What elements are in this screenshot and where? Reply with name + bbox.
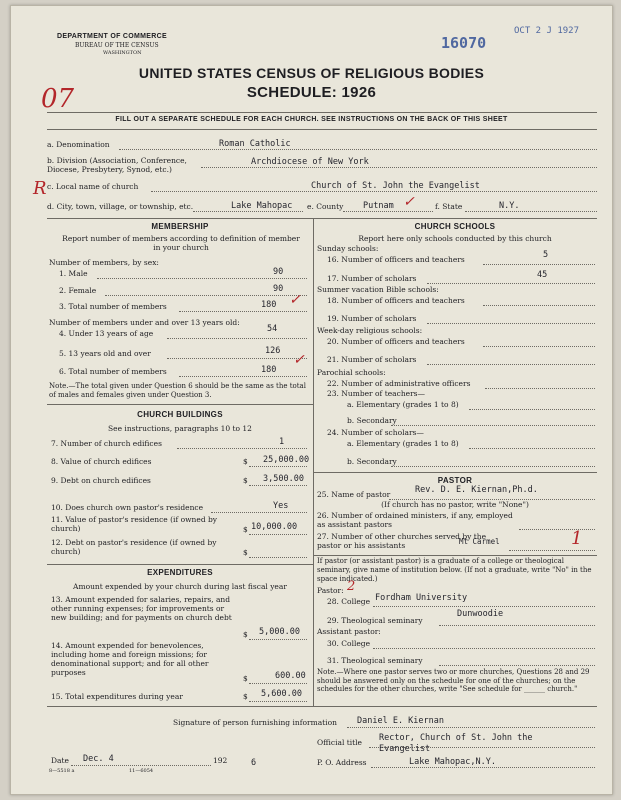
- q7-line: [177, 448, 307, 449]
- q23-label: 23. Number of teachers—: [327, 389, 426, 398]
- red-mark-q27: 1: [571, 528, 583, 549]
- pastor-note: Note.—Where one pastor serves two or more churches, Questions 28 and 29 should be answered only on the schedule for one of the churches; on the schedules for the other churches, write "See schedule for ______ church.": [317, 668, 590, 693]
- church-name-label: c. Local name of church: [47, 182, 139, 191]
- signature-rule: [47, 706, 597, 707]
- q13-value: 5,000.00: [259, 627, 300, 637]
- q16-value: 5: [543, 250, 549, 260]
- q2-label: 2. Female: [59, 286, 97, 295]
- grad-note: If pastor (or assistant pastor) is a graduate of a college or theological seminary, give name of institution below. (If not a graduate, write "No" in the space indicated.): [317, 557, 592, 583]
- city-label: d. City, town, village, or township, etc.: [47, 202, 194, 211]
- q27-line: [509, 550, 595, 551]
- q9-label: 9. Debt on church edifices: [51, 476, 151, 485]
- buildings-intro: See instructions, paragraphs 10 to 12: [108, 424, 252, 433]
- membership-rule: [47, 404, 313, 405]
- q21-line: [427, 364, 595, 365]
- q9-value: 3,500.00: [263, 474, 304, 484]
- county-label: e. County: [307, 202, 344, 211]
- stamp-date: OCT 2 J 1927: [514, 26, 580, 36]
- church-name-line: [151, 191, 597, 192]
- q7-label: 7. Number of church edifices: [51, 439, 162, 448]
- city-value: Lake Mahopac: [231, 201, 293, 211]
- membership-note: Note.—The total given under Question 6 should be the same as the total of males and females given under Question 3.: [49, 382, 306, 399]
- official-title-label: Official title: [317, 738, 362, 747]
- q16-line: [483, 264, 595, 265]
- q8-line: [249, 466, 307, 467]
- church-name-value: Church of St. John the Evangelist: [311, 181, 480, 191]
- membership-intro: Report number of members according to definition of member in your church: [62, 234, 300, 252]
- buildings-rule: [47, 564, 313, 565]
- q20-label: 20. Number of officers and teachers: [327, 337, 465, 346]
- q6-value: 180: [261, 365, 277, 375]
- q23b-line: [391, 425, 595, 426]
- q5-line: [167, 358, 307, 359]
- form-schedule: SCHEDULE: 1926: [246, 84, 377, 101]
- q17-line: [427, 283, 595, 284]
- header-rule-bottom: [47, 129, 597, 130]
- date-line: [71, 765, 211, 766]
- signature-line: [347, 727, 595, 728]
- q11-value: 10,000.00: [251, 522, 298, 532]
- q21-label: 21. Number of scholars: [327, 355, 417, 364]
- city-line: [193, 211, 303, 212]
- q9-line: [249, 485, 307, 486]
- q27-label: 27. Number of other churches served by the pastor or his assistants: [317, 532, 487, 550]
- section-rule: [47, 218, 597, 219]
- form-title: UNITED STATES CENSUS OF RELIGIOUS BODIES: [138, 65, 485, 81]
- signature-label: Signature of person furnishing information: [173, 718, 337, 727]
- q26-line: [519, 529, 595, 530]
- q14-label: 14. Amount expended for benevolences, including home and foreign missions; for denominational support; and for all other purposes: [51, 641, 209, 677]
- q12-dollar: $: [243, 548, 248, 557]
- q24b-line: [391, 466, 595, 467]
- q15-line: [249, 701, 307, 702]
- q4-line: [167, 338, 307, 339]
- q27-value: Mt Carmel: [459, 537, 500, 546]
- signature-value: Daniel E. Kiernan: [357, 716, 444, 726]
- q25-note: (If church has no pastor, write "None"): [381, 500, 529, 509]
- q10-value: Yes: [273, 501, 289, 511]
- q2-value: 90: [273, 284, 284, 294]
- schools-rule: [313, 472, 597, 473]
- q15-value: 5,600.00: [261, 689, 302, 699]
- red-check-q6: ✓: [293, 352, 305, 368]
- po-address-line: [371, 767, 595, 768]
- q7-value: 1: [279, 437, 285, 447]
- schools-intro: Report here only schools conducted by this church: [358, 234, 552, 243]
- q26-label: 26. Number of ordained ministers, if any, employed as assistant pastors: [317, 511, 513, 529]
- form-instruction: FILL OUT A SEPARATE SCHEDULE FOR EACH CHURCH. SEE INSTRUCTIONS ON THE BACK OF THIS SHEET: [115, 116, 508, 123]
- q13-line: [249, 639, 307, 640]
- q11-dollar: $: [243, 525, 248, 534]
- q19-label: 19. Number of scholars: [327, 314, 417, 323]
- expenditures-intro: Amount expended by your church during last fiscal year: [73, 582, 287, 591]
- state-line: [465, 211, 597, 212]
- q23a-label: a. Elementary (grades 1 to 8): [347, 400, 459, 409]
- city-name: WASHINGTON: [103, 50, 142, 56]
- q28-value: Fordham University: [375, 593, 468, 603]
- q23a-line: [469, 409, 595, 410]
- q9-dollar: $: [243, 476, 248, 485]
- q1-label: 1. Male: [59, 269, 88, 278]
- membership-title: MEMBERSHIP: [151, 222, 209, 231]
- census-schedule-sheet: [10, 5, 613, 795]
- q4-value: 54: [267, 324, 278, 334]
- department-name: DEPARTMENT OF COMMERCE: [57, 33, 167, 40]
- q8-dollar: $: [243, 457, 248, 466]
- q12-label: 12. Debt on pastor's residence (if owned by church): [51, 538, 217, 556]
- state-value: N.Y.: [499, 201, 520, 211]
- division-value: Archdiocese of New York: [251, 157, 369, 167]
- q10-label: 10. Does church own pastor's residence: [51, 503, 204, 512]
- q24a-label: a. Elementary (grades 1 to 8): [347, 439, 459, 448]
- q24-label: 24. Number of scholars—: [327, 428, 424, 437]
- membership-age-intro: Number of members under and over 13 years old:: [49, 318, 240, 327]
- q28-line: [373, 606, 595, 607]
- weekday-schools-label: Week-day religious schools:: [317, 326, 423, 335]
- q11-line: [249, 534, 307, 535]
- q29-label: 29. Theological seminary: [327, 616, 423, 625]
- q25-value: Rev. D. E. Kiernan,Ph.d.: [415, 485, 538, 495]
- q5-value: 126: [265, 346, 281, 356]
- sunday-schools-label: Sunday schools:: [317, 244, 379, 253]
- q22-line: [485, 388, 595, 389]
- grad-rule: [313, 555, 597, 556]
- q16-label: 16. Number of officers and teachers: [327, 255, 465, 264]
- q15-label: 15. Total expenditures during year: [51, 692, 183, 701]
- date-label: Date: [51, 756, 69, 765]
- q1-line: [97, 278, 307, 279]
- po-address-label: P. O. Address: [317, 758, 367, 767]
- official-title-value: Rector, Church of St. John the Evangelist: [379, 733, 533, 754]
- q22-label: 22. Number of administrative officers: [327, 379, 471, 388]
- buildings-title: CHURCH BUILDINGS: [137, 410, 223, 419]
- q14-line: [249, 683, 307, 684]
- schools-title: CHURCH SCHOOLS: [414, 222, 496, 231]
- denomination-value: Roman Catholic: [219, 139, 291, 149]
- red-check-q3: ✓: [289, 292, 301, 308]
- header-rule-top: [47, 112, 597, 113]
- q3-label: 3. Total number of members: [59, 302, 167, 311]
- pastor-subsection-label: Pastor:: [317, 586, 344, 595]
- red-mark-pastor: 2: [347, 579, 356, 594]
- red-R-mark: R: [33, 178, 47, 199]
- red-pencil-mark: 07: [41, 84, 75, 114]
- q14-dollar: $: [243, 674, 248, 683]
- column-divider: [313, 218, 314, 706]
- denomination-label: a. Denomination: [47, 140, 110, 149]
- po-address-value: Lake Mahopac,N.Y.: [409, 757, 496, 767]
- q3-value: 180: [261, 300, 277, 310]
- q3-line: [179, 311, 307, 312]
- q2-line: [105, 295, 307, 296]
- q30-label: 30. College: [327, 639, 371, 648]
- q5-label: 5. 13 years old and over: [59, 349, 151, 358]
- q11-label: 11. Value of pastor's residence (if owned by church): [51, 515, 218, 533]
- q13-label: 13. Amount expended for salaries, repairs, and other running expenses; for improvements or new building; and for payments on church debt: [51, 595, 232, 622]
- division-label: b. Division (Association, Conference, Diocese, Presbytery, Synod, etc.): [47, 156, 187, 174]
- denomination-line: [119, 149, 597, 150]
- state-label: f. State: [435, 202, 463, 211]
- date-year-digit: 6: [251, 758, 257, 768]
- q1-value: 90: [273, 267, 284, 277]
- q20-line: [483, 346, 595, 347]
- membership-sex-intro: Number of members, by sex:: [49, 258, 159, 267]
- q10-line: [211, 512, 307, 513]
- date-year: 192: [213, 756, 228, 765]
- q12-line: [249, 557, 307, 558]
- date-value: Dec. 4: [83, 754, 114, 764]
- form-code: 8—5518 a: [49, 768, 75, 774]
- q25-label: 25. Name of pastor: [317, 490, 391, 499]
- q17-label: 17. Number of scholars: [327, 274, 417, 283]
- q8-label: 8. Value of church edifices: [51, 457, 152, 466]
- assistant-subsection-label: Assistant pastor:: [317, 627, 381, 636]
- q19-line: [427, 323, 595, 324]
- q24a-line: [469, 448, 595, 449]
- q18-line: [483, 305, 595, 306]
- q24b-label: b. Secondary: [347, 457, 397, 466]
- q6-line: [179, 376, 307, 377]
- q31-label: 31. Theological seminary: [327, 656, 423, 665]
- q8-value: 25,000.00: [263, 455, 310, 465]
- vacation-schools-label: Summer vacation Bible schools:: [317, 285, 439, 294]
- q14-value: 600.00: [275, 671, 306, 681]
- parochial-schools-label: Parochial schools:: [317, 368, 386, 377]
- pastor-title: PASTOR: [437, 476, 473, 485]
- bureau-name: BUREAU OF THE CENSUS: [75, 42, 159, 49]
- stamp-number: 16070: [441, 34, 487, 52]
- division-line: [201, 167, 597, 168]
- q31-line: [439, 665, 595, 666]
- county-value: Putnam: [363, 201, 394, 211]
- q28-label: 28. College: [327, 597, 371, 606]
- q30-line: [373, 648, 595, 649]
- q29-line: [439, 625, 595, 626]
- q29-value: Dunwoodie: [457, 609, 504, 619]
- form-code-2: 11—6054: [129, 768, 154, 774]
- q23b-label: b. Secondary: [347, 416, 397, 425]
- q13-dollar: $: [243, 630, 248, 639]
- expenditures-title: EXPENDITURES: [147, 568, 213, 577]
- q6-label: 6. Total number of members: [59, 367, 167, 376]
- q18-label: 18. Number of officers and teachers: [327, 296, 465, 305]
- q17-value: 45: [537, 270, 548, 280]
- q15-dollar: $: [243, 692, 248, 701]
- red-check-county: ✓: [403, 194, 415, 210]
- q4-label: 4. Under 13 years of age: [59, 329, 154, 338]
- county-line: [343, 211, 433, 212]
